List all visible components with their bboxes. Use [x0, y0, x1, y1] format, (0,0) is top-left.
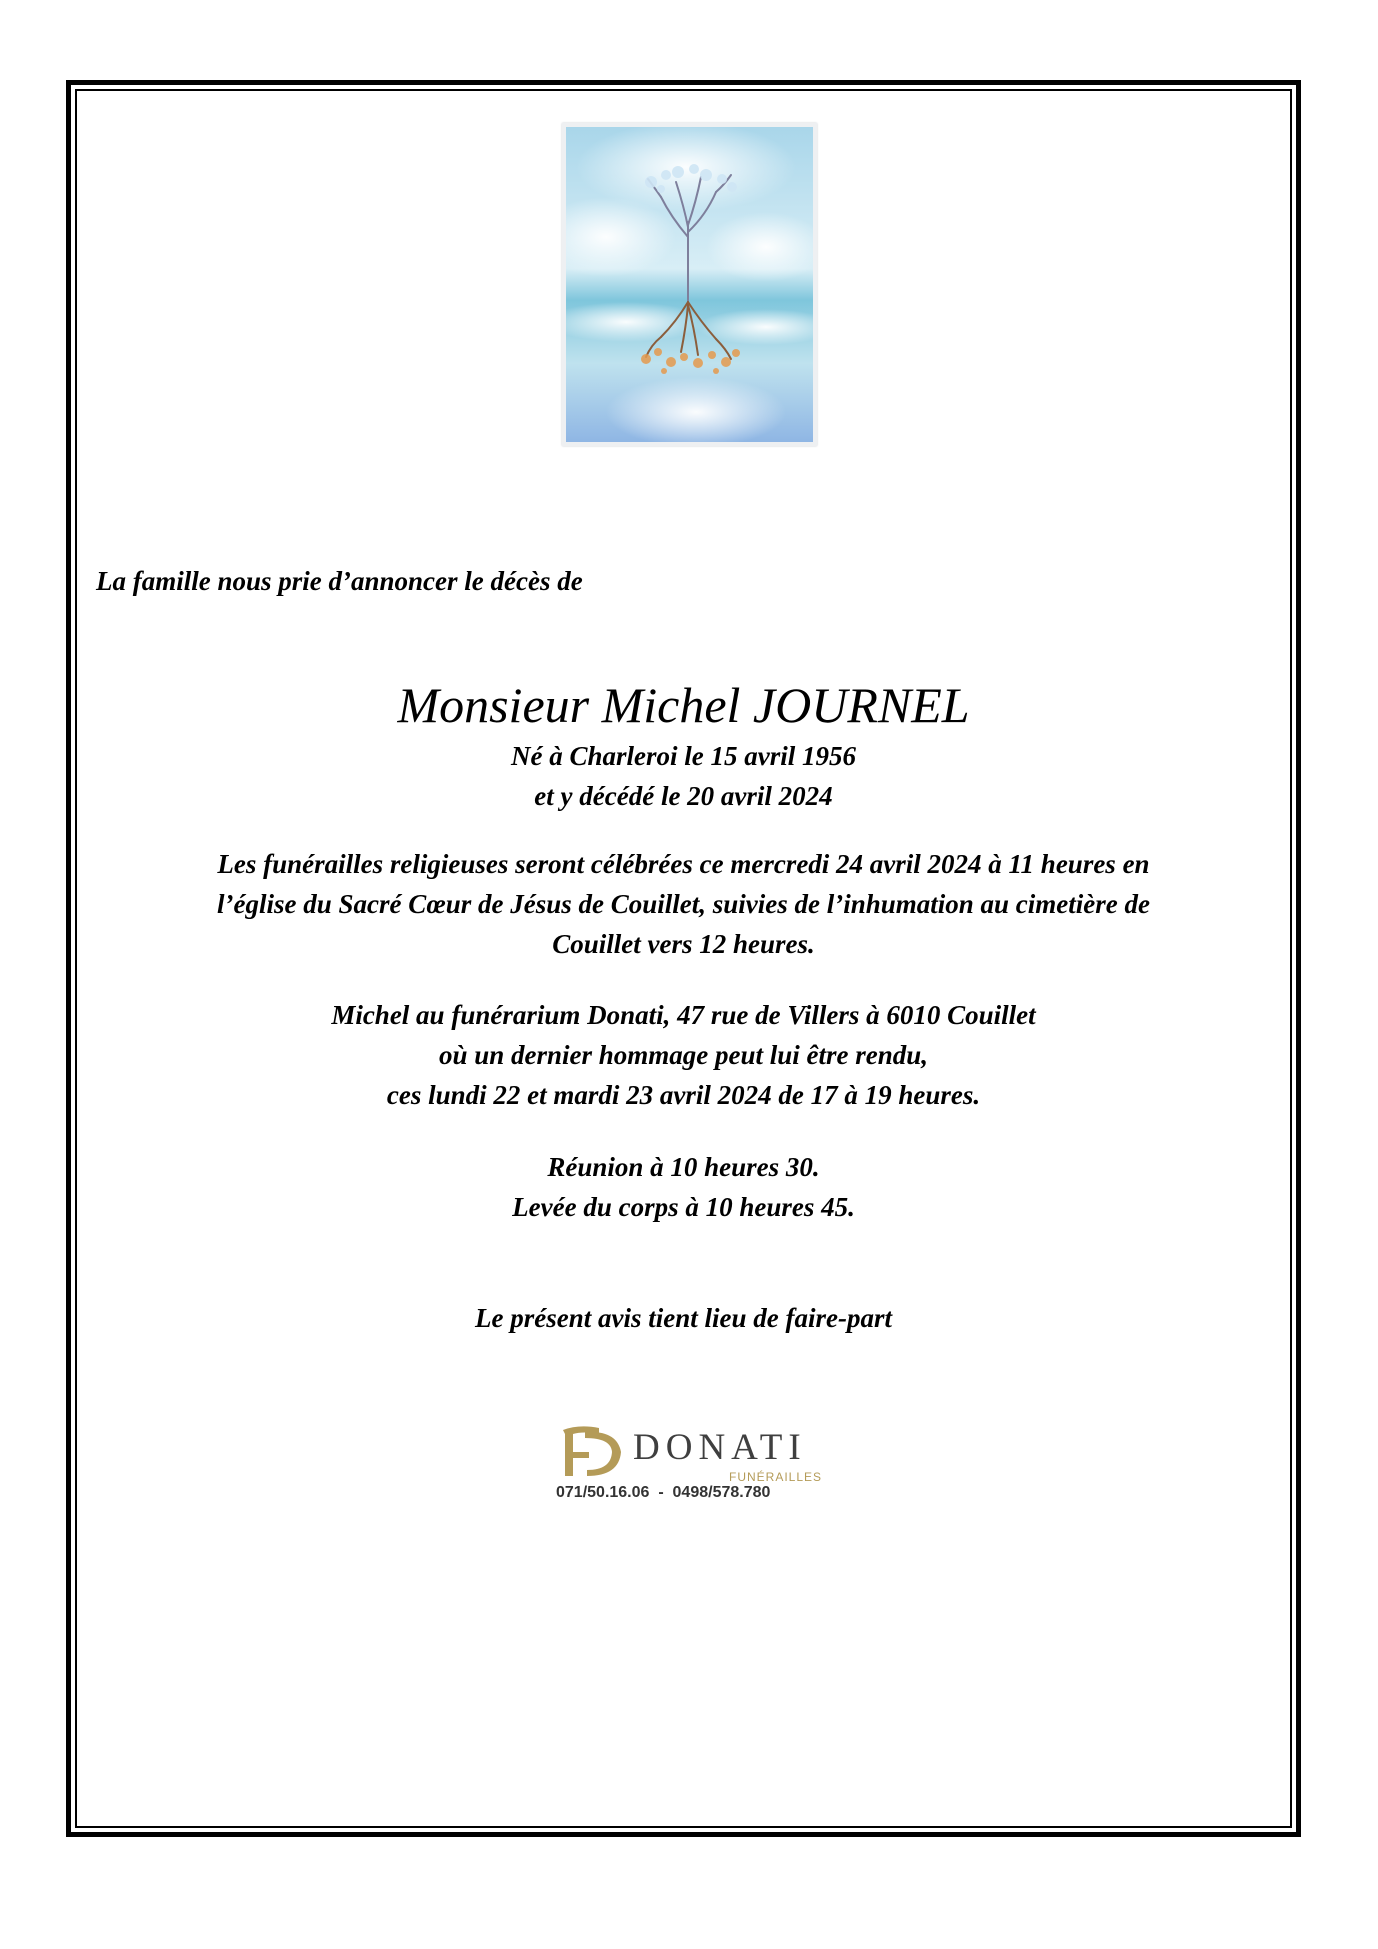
- visitation-line-1: Michel au funérarium Donati, 47 rue de Villers à 6010 Couillet: [331, 1000, 1036, 1030]
- visitation-line-3: ces lundi 22 et mardi 23 avril 2024 de 17 à 19 heures.: [386, 1080, 981, 1110]
- notice-text: Le présent avis tient lieu de faire-part: [475, 1303, 892, 1333]
- logo-subtitle: FUNÉRAILLES: [729, 1470, 823, 1484]
- funeral-line-3: Couillet vers 12 heures.: [552, 929, 815, 959]
- funeral-line-1: Les funérailles religieuses seront célébrées ce mercredi 24 avril 2024 à 11 heures en: [217, 849, 1150, 879]
- deceased-name: Monsieur Michel JOURNEL: [397, 677, 970, 733]
- death-line: et y décédé le 20 avril 2024: [534, 781, 833, 811]
- logo-brand-text: DONATI: [633, 1427, 807, 1468]
- meeting-time: Réunion à 10 heures 30.: [547, 1152, 820, 1182]
- funeral-line-2: l’église du Sacré Cœur de Jésus de Couillet, suivies de l’inhumation au cimetière de: [216, 889, 1150, 919]
- birth-line: Né à Charleroi le 15 avril 1956: [511, 741, 856, 771]
- donati-monogram-icon: [559, 1422, 629, 1480]
- logo-phone-numbers: 071/50.16.06 - 0498/578.780: [556, 1484, 771, 1501]
- donati-logo: [553, 1418, 828, 1506]
- visitation-line-2: où un dernier hommage peut lui être rendu,: [438, 1040, 929, 1070]
- departure-time: Levée du corps à 10 heures 45.: [512, 1192, 855, 1222]
- intro-text: La famille nous prie d’annoncer le décès de: [96, 566, 583, 596]
- tree-photo: [562, 123, 817, 446]
